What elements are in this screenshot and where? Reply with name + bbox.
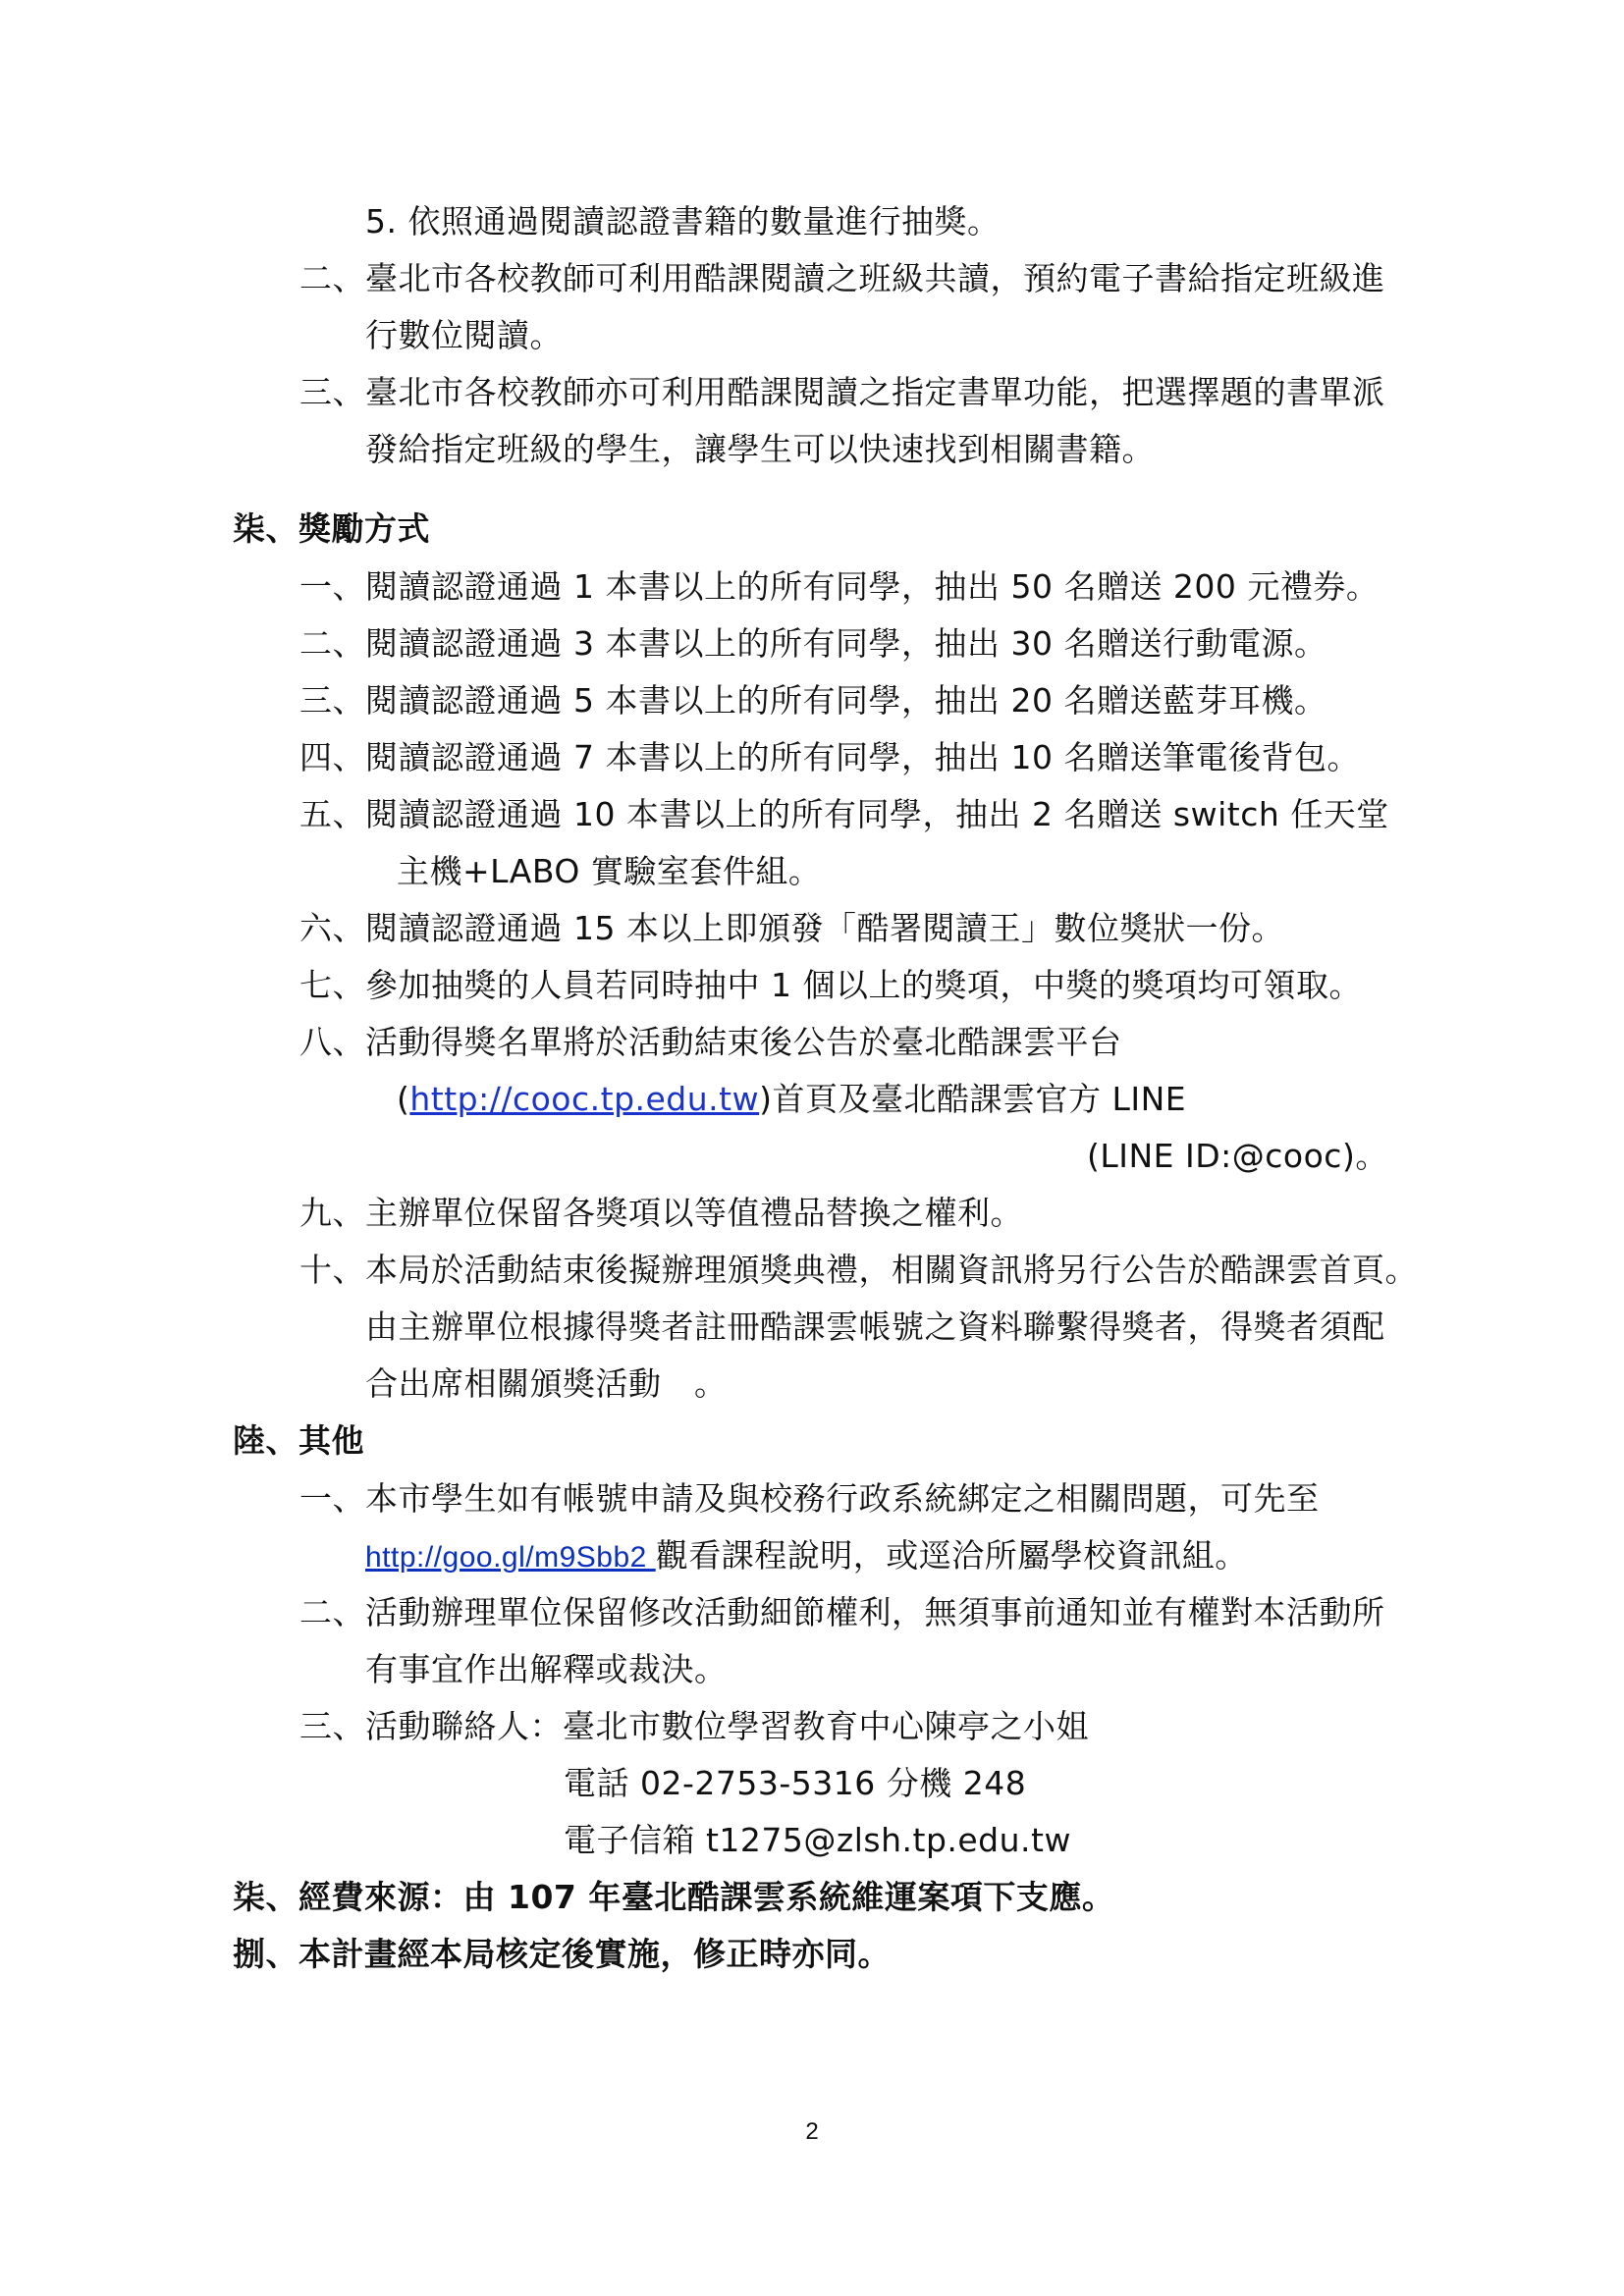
reward-item-7: 七、參加抽獎的人員若同時抽中 1 個以上的獎項，中獎的獎項均可領取。 (299, 966, 1362, 1004)
cooc-homepage-link[interactable]: http://cooc.tp.edu.tw (409, 1080, 760, 1118)
other-item-2-cont: 有事宜作出解釋或裁決。 (365, 1650, 728, 1688)
line-id-text: (LINE ID:@cooc)。 (1087, 1137, 1388, 1175)
reward-item-5-cont: 主機+LABO 實驗室套件組。 (397, 852, 822, 890)
paren-open: ( (397, 1080, 410, 1118)
course-guide-link[interactable]: http://goo.gl/m9Sbb2 (365, 1541, 656, 1574)
contact-phone: 電話 02-2753-5316 分機 248 (564, 1764, 1027, 1802)
reward-item-6: 六、閱讀認證通過 15 本以上即頒發「酷署閱讀王」數位獎狀一份。 (299, 909, 1284, 947)
reward-item-10-cont-2: 合出席相關頒獎活動 。 (365, 1364, 728, 1403)
other-item-3-contact: 三、活動聯絡人：臺北市數位學習教育中心陳亭之小姐 (299, 1707, 1089, 1745)
item-2-class-reading: 二、臺北市各校教師可利用酷課閱讀之班級共讀，預約電子書給指定班級進 (299, 259, 1385, 297)
other-item-1: 一、本市學生如有帳號申請及與校務行政系統綁定之相關問題，可先至 (299, 1479, 1320, 1518)
contact-email: 電子信箱 t1275@zlsh.tp.edu.tw (564, 1821, 1071, 1859)
section-heading-implementation: 捌、本計畫經本局核定後實施，修正時亦同。 (233, 1935, 891, 1973)
link-suffix-text: )首頁及臺北酷課雲官方 LINE (759, 1080, 1187, 1118)
reward-item-4: 四、閱讀認證通過 7 本書以上的所有同學，抽出 10 名贈送筆電後背包。 (299, 738, 1360, 776)
reward-item-2: 二、閱讀認證通過 3 本書以上的所有同學，抽出 30 名贈送行動電源。 (299, 624, 1327, 663)
item-5-lottery: 5. 依照通過閱讀認證書籍的數量進行抽獎。 (365, 202, 1001, 240)
item-3-booklist-cont: 發給指定班級的學生，讓學生可以快速找到相關書籍。 (365, 430, 1155, 468)
page-number: 2 (805, 2118, 819, 2145)
other-item-2: 二、活動辦理單位保留修改活動細節權利，無須事前通知並有權對本活動所 (299, 1593, 1385, 1631)
reward-item-5: 五、閱讀認證通過 10 本書以上的所有同學，抽出 2 名贈送 switch 任天堂 (299, 795, 1389, 833)
reward-item-1: 一、閱讀認證通過 1 本書以上的所有同學，抽出 50 名贈送 200 元禮券。 (299, 567, 1380, 606)
item-3-booklist: 三、臺北市各校教師亦可利用酷課閱讀之指定書單功能，把選擇題的書單派 (299, 373, 1385, 411)
section-heading-funding: 柒、經費來源：由 107 年臺北酷課雲系統維運案項下支應。 (233, 1878, 1115, 1916)
reward-item-3: 三、閱讀認證通過 5 本書以上的所有同學，抽出 20 名贈送藍芽耳機。 (299, 681, 1327, 720)
reward-item-8-cont (397, 1080, 1186, 1119)
other-item-1-cont (365, 1536, 1248, 1577)
reward-item-9: 九、主辦單位保留各獎項以等值禮品替換之權利。 (299, 1194, 1023, 1232)
section-heading-rewards: 柒、獎勵方式 (233, 509, 430, 548)
item-2-class-reading-cont: 行數位閱讀。 (365, 316, 563, 354)
reward-item-10-cont: 由主辦單位根據得獎者註冊酷課雲帳號之資料聯繫得獎者，得獎者須配 (365, 1308, 1385, 1346)
link-after-text: 觀看課程說明，或逕洽所屬學校資訊組。 (655, 1536, 1248, 1575)
reward-item-10: 十、本局於活動結束後擬辦理頒獎典禮，相關資訊將另行公告於酷課雲首頁。 (299, 1251, 1418, 1289)
section-heading-other: 陸、其他 (233, 1421, 364, 1460)
reward-item-8: 八、活動得獎名單將於活動結束後公告於臺北酷課雲平台 (299, 1023, 1122, 1061)
